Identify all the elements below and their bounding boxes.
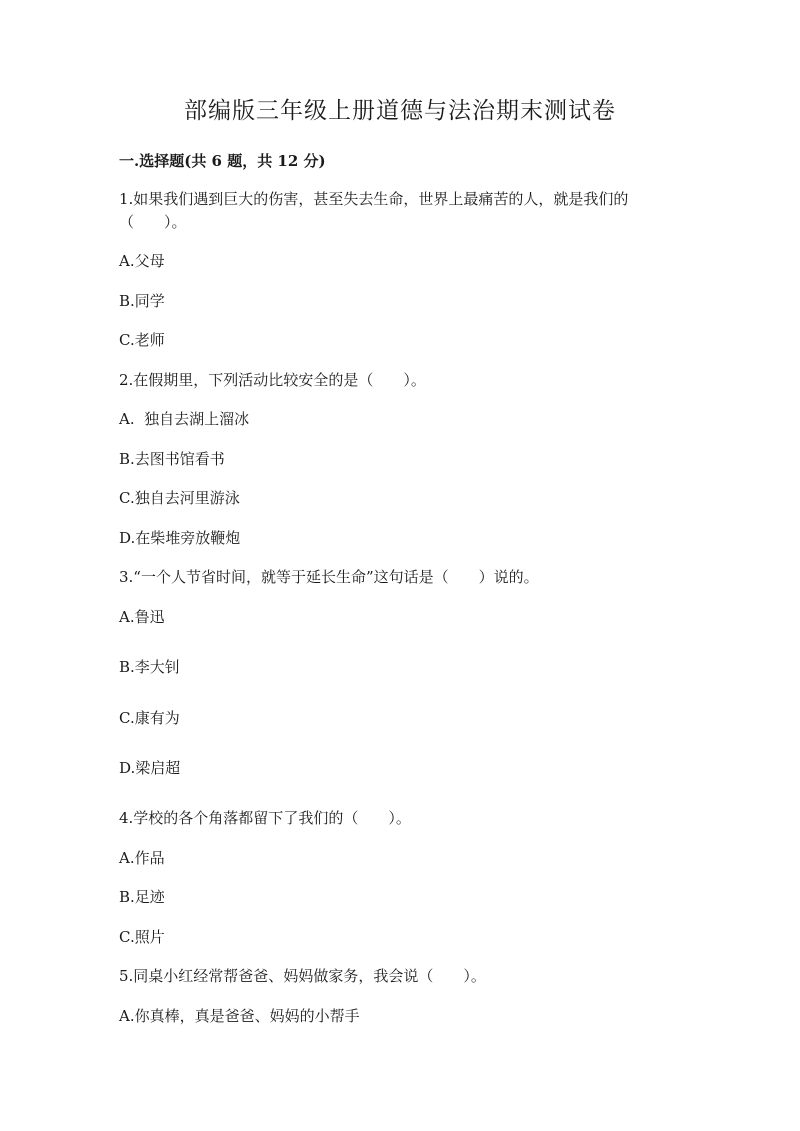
question-1-option-b: B.同学 (119, 292, 165, 310)
question-1-stem: 1.如果我们遇到巨大的伤害，甚至失去生命，世界上最痛苦的人，就是我们的 (119, 190, 629, 208)
question-3-option-c: C.康有为 (119, 709, 180, 727)
question-4-option-a: A.作品 (119, 849, 165, 867)
question-2-option-b: B.去图书馆看书 (119, 450, 225, 468)
question-4-option-c: C.照片 (119, 928, 165, 946)
question-2-stem: 2.在假期里，下列活动比较安全的是（ ）。 (119, 371, 426, 389)
question-1-stem-continued: （ ）。 (119, 213, 187, 231)
question-2-option-a: A. 独自去湖上溜冰 (119, 410, 250, 428)
question-3-stem: 3.“一个人节省时间，就等于延长生命”这句话是（ ）说的。 (119, 568, 539, 586)
question-3-option-d: D.梁启超 (119, 759, 181, 777)
page-title: 部编版三年级上册道德与法治期末测试卷 (184, 98, 616, 124)
question-3-option-b: B.李大钊 (119, 658, 180, 676)
question-1-option-c: C.老师 (119, 331, 165, 349)
question-4-stem: 4.学校的各个角落都留下了我们的（ ）。 (119, 809, 411, 827)
question-2-option-c: C.独自去河里游泳 (119, 489, 240, 507)
question-1-option-a: A.父母 (119, 252, 165, 270)
question-5-stem: 5.同桌小红经常帮爸爸、妈妈做家务，我会说（ ）。 (119, 967, 486, 985)
question-3-option-a: A.鲁迅 (119, 608, 165, 626)
question-2-option-d: D.在柴堆旁放鞭炮 (119, 529, 241, 547)
section-heading: 一.选择题(共 6 题，共 12 分) (119, 152, 326, 170)
question-4-option-b: B.足迹 (119, 888, 165, 906)
question-5-option-a: A.你真棒，真是爸爸、妈妈的小帮手 (119, 1007, 360, 1025)
